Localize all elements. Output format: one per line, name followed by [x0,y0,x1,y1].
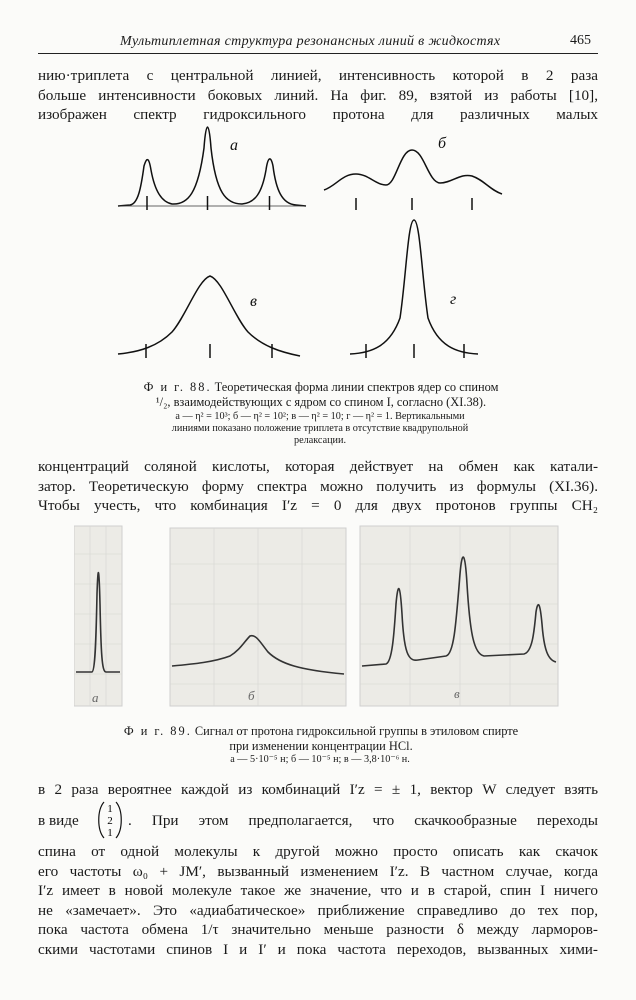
photo-label-b: б [248,688,255,703]
text-line: не «замечает». Это «адиабатическое» приближение справедливо до тех пор, [38,901,598,919]
text-line: скими частотами спинов I и I′ и пока частота переходов, вызванных хими- [38,940,598,958]
header-rule [38,53,598,54]
panel-label-b: б [438,135,447,152]
text-line: . При этом предполагается, что скачкообразные переходы [128,812,598,829]
figure-88-plots [110,118,530,370]
text-line: I′z имеет в новой молекуле такое же значение, что и в старой, спин I ничего [38,882,598,899]
caption-text: ¹/₂, взаимодействующих с ядром со спином I, согласно (XI.38). [155,395,487,409]
caption-text: Теоретическая форма линии спектров ядер со спином [214,380,499,394]
text-line: больше интенсивности боковых линий. На фиг. 89, взятой из работы [10], [38,86,598,104]
vector-entry: 1 [107,827,113,839]
photo-label-v: в [454,686,460,701]
vector-entry: 1 [107,803,113,815]
caption-text: Сигнал от протона гидроксильной группы в этиловом спирте [194,724,519,738]
text-line: спина от одной молекулы к другой можно просто описать как скачок [38,843,598,860]
figure-89-photos [74,524,564,716]
running-title: Мультиплетная структура резонансных линий в жидкостях [120,34,501,49]
caption-label: Ф и г. 88. [143,380,212,394]
text-line: концентраций соляной кислоты, которая действует на обмен как катали- [38,458,598,475]
figure-89-caption [76,724,566,754]
spectrum-a-curve [118,127,306,206]
figure-88-caption [116,380,526,410]
text-line: его частоты ω₀ + JM′, вызванный изменением I′z. В частном случае, когда [38,862,598,880]
right-paren [116,802,121,838]
text-line: в 2 раза вероятнее каждой из комбинаций I′z = ± 1, вектор W следует взять [38,781,598,798]
photo-panel-a [74,526,122,706]
legend-line: релаксации. [294,435,346,446]
caption-text: при изменении концентрации HCl. [229,739,413,753]
text-line: изображен спектр гидроксильного протона для различных малых [38,106,598,123]
figure-88-legend [110,411,530,447]
paragraph-3 [38,780,598,800]
paragraph-3-cont [38,842,598,959]
legend-line: а — η² = 10³; б — η² = 10²; в — η² = 10; г — η² = 1. Вертикальными [175,411,465,422]
caption-label: Ф и г. 89. [123,724,192,738]
photo-label-a: а [92,690,99,705]
panel-label-v: в [250,293,257,310]
text-line: Чтобы учесть, что комбинация I′z = 0 для двух протонов группы CH₂ [38,497,598,514]
text-line: затор. Теоретическую форму спектра можно получить из формулы (XI.36). [38,477,598,495]
legend-line: линиями показано положение триплета в отсутствие квадрупольной [171,423,469,434]
spectrum-g-curve [350,220,478,354]
panel-label-g: г [450,291,457,308]
panel-label-a: а [230,137,238,154]
paragraph-1 [38,66,598,125]
column-vector [96,800,124,840]
spectrum-b-curve [324,150,502,194]
vector-line [38,800,598,840]
photo-panel-b [170,528,346,706]
text-line: пока частота обмена 1/τ значительно меньше разности δ между ларморов- [38,921,598,938]
left-paren [99,802,104,838]
text-line: нию·триплета с центральной линией, интенсивность которой в 2 раза [38,67,598,84]
figure-89-legend: а — 5·10⁻⁵ н; б — 10⁻⁵ н; в — 3,8·10⁻⁶ н. [230,754,410,765]
vector-entry: 2 [107,815,113,827]
paragraph-2 [38,457,598,516]
photo-panel-v [360,526,558,706]
page-number: 465 [570,33,591,48]
vector-prefix: в виде [38,812,79,829]
